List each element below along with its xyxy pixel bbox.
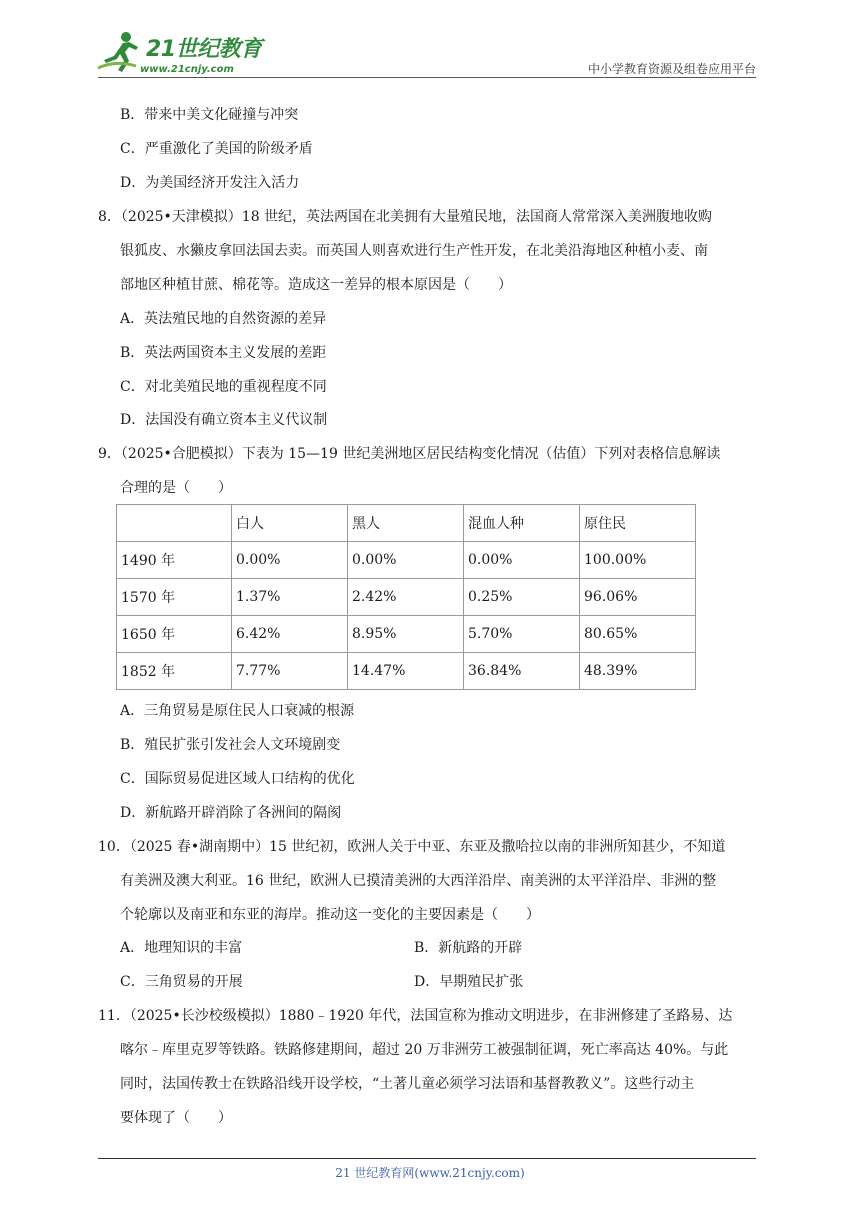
table-cell: 0.00%: [348, 542, 464, 579]
logo-text: 21世纪教育: [146, 37, 262, 62]
table-cell: 36.84%: [464, 653, 580, 690]
q10-option-d: D．早期殖民扩张: [414, 974, 524, 990]
q9-stem-line1: 9．（2025•合肥模拟）下表为 15—19 世纪美洲地区居民结构变化情况（估值）下列对表格信息解读: [98, 446, 721, 462]
table-cell: 1650 年: [117, 616, 232, 653]
q8-option-b: B．英法两国资本主义发展的差距: [120, 345, 327, 361]
table-header-cell: 黑人: [348, 505, 464, 542]
table-cell: 8.95%: [348, 616, 464, 653]
table-cell: 0.00%: [464, 542, 580, 579]
table-cell: 0.25%: [464, 579, 580, 616]
q9-option-a: A．三角贸易是原住民人口衰减的根源: [120, 703, 355, 719]
q10-stem-line3: 个轮廓以及南亚和东亚的海岸。推动这一变化的主要因素是（ ）: [120, 907, 540, 923]
q8-stem-line2: 银狐皮、水獭皮拿回法国去卖。而英国人则喜欢进行生产性开发，在北美沿海地区种植小麦、南: [120, 243, 708, 259]
table-cell: 14.47%: [348, 653, 464, 690]
q11-stem-line4: 要体现了（ ）: [120, 1110, 232, 1126]
table-cell: 1490 年: [117, 542, 232, 579]
table-row: [117, 616, 696, 653]
table-cell: 6.42%: [232, 616, 348, 653]
table-cell: 2.42%: [348, 579, 464, 616]
table-row: [117, 653, 696, 690]
q9-stem-line2: 合理的是（ ）: [120, 480, 232, 496]
table-header-row: [117, 505, 696, 542]
q10-stem-line2: 有美洲及澳大利亚。16 世纪，欧洲人已摸清美洲的大西洋沿岸、南美洲的太平洋沿岸、非洲的整: [120, 873, 717, 889]
q10-option-c: C．三角贸易的开展: [120, 974, 243, 990]
header-tagline: 中小学教育资源及组卷应用平台: [587, 62, 756, 76]
table-header-cell: 原住民: [580, 505, 696, 542]
page-footer: 21 世纪教育网(www.21cnjy.com): [335, 1166, 525, 1180]
table-cell: 0.00%: [232, 542, 348, 579]
footer-divider: [98, 1158, 756, 1159]
q8-option-d: D．法国没有确立资本主义代议制: [120, 412, 328, 428]
table-cell: 48.39%: [580, 653, 696, 690]
q9-option-d: D．新航路开辟消除了各洲间的隔阂: [120, 805, 342, 821]
table-cell: 1852 年: [117, 653, 232, 690]
table-cell: 7.77%: [232, 653, 348, 690]
prev-option-d: D．为美国经济开发注入活力: [120, 175, 300, 191]
q8-option-c: C．对北美殖民地的重视程度不同: [120, 379, 327, 395]
logo-url: www.21cnjy.com: [140, 64, 234, 75]
table-cell: 80.65%: [580, 616, 696, 653]
table-header-cell: [117, 505, 232, 542]
q9-option-b: B．殖民扩张引发社会人文环境剧变: [120, 737, 341, 753]
q10-option-b: B．新航路的开辟: [414, 940, 523, 956]
site-logo: [96, 30, 266, 78]
table-cell: 1.37%: [232, 579, 348, 616]
table-cell: 96.06%: [580, 579, 696, 616]
table-cell: 100.00%: [580, 542, 696, 579]
prev-option-b: B．带来中美文化碰撞与冲突: [120, 107, 299, 123]
table-header-cell: 白人: [232, 505, 348, 542]
table-cell: 1570 年: [117, 579, 232, 616]
table-cell: 5.70%: [464, 616, 580, 653]
q11-stem-line2: 喀尔﹣库里克罗等铁路。铁路修建期间，超过 20 万非洲劳工被强制征调，死亡率高达 40%。与此: [120, 1042, 729, 1058]
q11-stem-line3: 同时，法国传教士在铁路沿线开设学校，“土著儿童必须学习法语和基督教教义”。这些行动主: [120, 1076, 695, 1092]
q10-option-a: A．地理知识的丰富: [120, 940, 243, 956]
prev-option-c: C．严重激化了美国的阶级矛盾: [120, 141, 313, 157]
table-row: [117, 579, 696, 616]
q10-stem-line1: 10．（2025 春•湖南期中）15 世纪初，欧洲人关于中亚、东亚及撒哈拉以南的非洲所知甚少，不知道: [98, 839, 726, 855]
population-table: [116, 504, 696, 690]
q8-stem-line3: 部地区种植甘蔗、棉花等。造成这一差异的根本原因是（ ）: [120, 277, 512, 293]
q9-option-c: C．国际贸易促进区域人口结构的优化: [120, 771, 355, 787]
table-row: [117, 542, 696, 579]
q8-option-a: A．英法殖民地的自然资源的差异: [120, 311, 327, 327]
table-header-cell: 混血人种: [464, 505, 580, 542]
runner-icon: [96, 30, 144, 74]
q11-stem-line1: 11．（2025•长沙校级模拟）1880﹣1920 年代，法国宣称为推动文明进步，在非洲修建了圣路易、达: [98, 1008, 733, 1024]
q8-stem-line1: 8．（2025•天津模拟）18 世纪，英法两国在北美拥有大量殖民地，法国商人常常深入美洲腹地收购: [98, 209, 713, 225]
page-header: [0, 0, 860, 82]
header-divider: [98, 77, 756, 78]
